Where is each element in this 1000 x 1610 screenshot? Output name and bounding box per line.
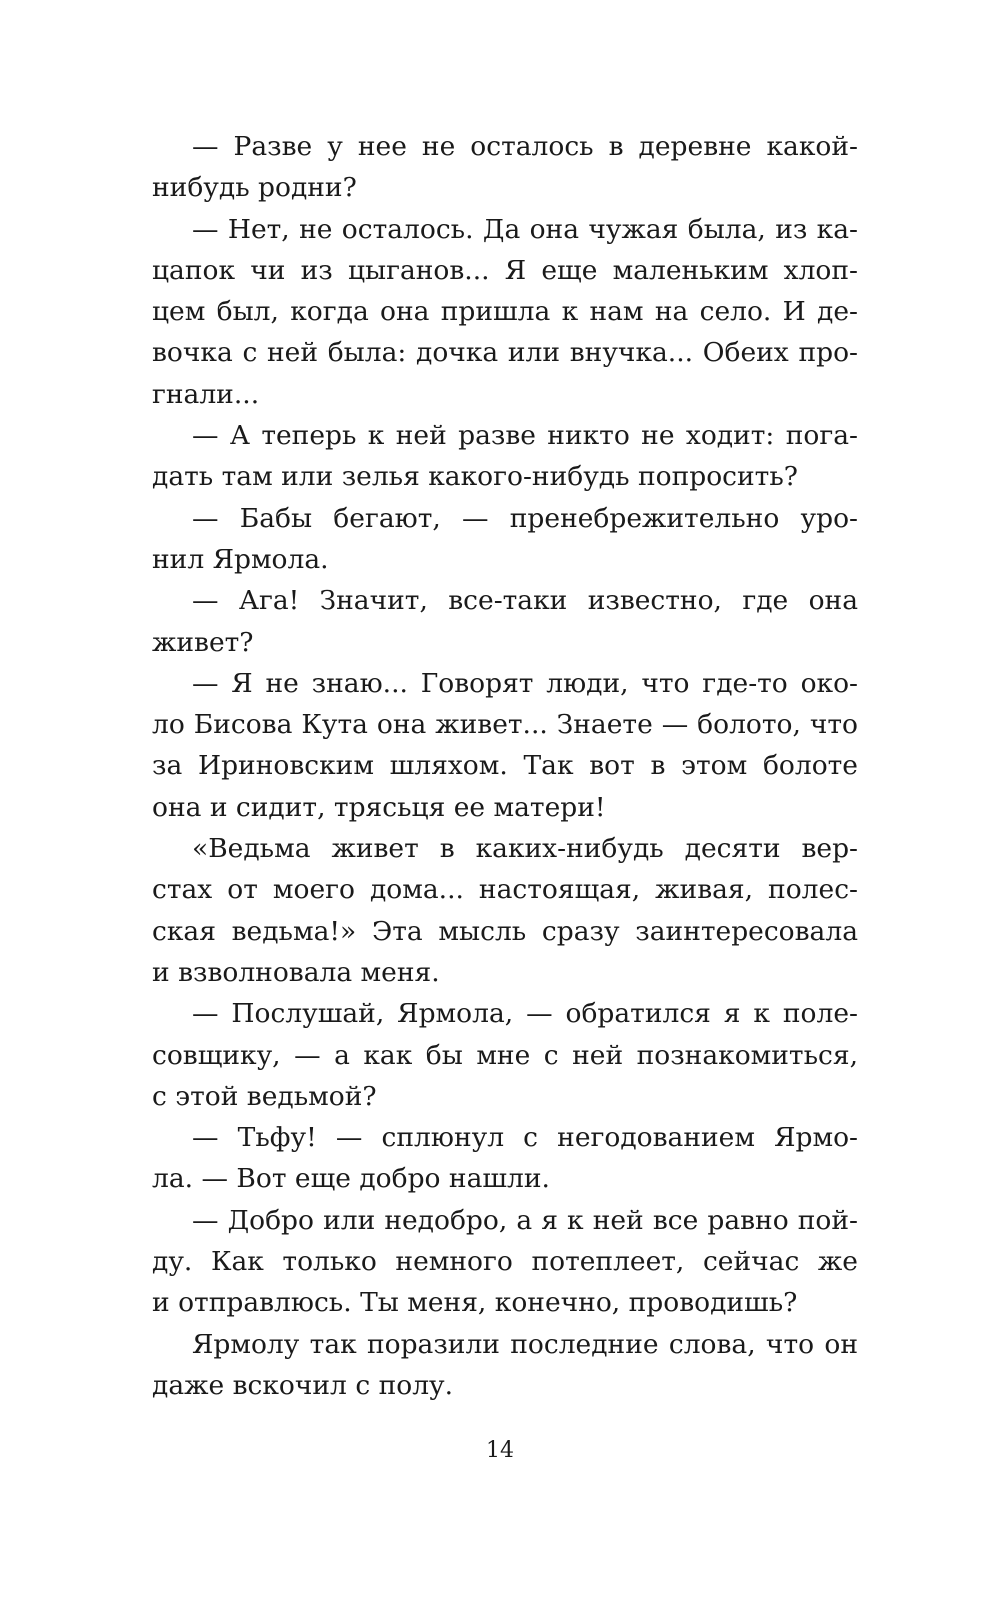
text-line: — Ага! Значит, все-таки известно, где она: [192, 585, 858, 617]
text-line: за Ириновским шляхом. Так вот в этом болоте: [152, 750, 858, 782]
text-line: Ярмолу так поразили последние слова, что он: [192, 1328, 858, 1360]
text-line: ла. — Вот еще добро нашли.: [152, 1163, 550, 1195]
text-line: гнали...: [152, 378, 260, 410]
text-line: дать там или зелья какого-нибудь попросить?: [152, 461, 798, 493]
page-number: 14: [486, 1438, 514, 1463]
text-line: и отправлюсь. Ты меня, конечно, проводишь?: [152, 1287, 798, 1319]
text-line: — Добро или недобро, а я к ней все равно пой-: [192, 1204, 858, 1236]
text-line: и взволновала меня.: [152, 956, 440, 988]
text-line: ло Бисова Кута она живет... Знаете — болото, что: [152, 709, 858, 741]
text-line: ду. Как только немного потеплеет, сейчас же: [152, 1246, 858, 1278]
text-line: — А теперь к ней разве никто не ходит: пога-: [192, 420, 858, 452]
text-line: нибудь родни?: [152, 172, 357, 204]
text-line: цапок чи из цыганов... Я еще маленьким хлоп-: [152, 254, 858, 286]
text-line: — Нет, не осталось. Да она чужая была, из ка-: [192, 213, 858, 245]
text-line: нил Ярмола.: [152, 543, 329, 575]
text-line: — Я не знаю... Говорят люди, что где-то око-: [192, 667, 858, 699]
text-line: с этой ведьмой?: [152, 1080, 377, 1112]
text-line: живет?: [152, 626, 254, 658]
text-line: даже вскочил с полу.: [152, 1369, 454, 1401]
text-line: — Разве у нее не осталось в деревне какой-: [192, 131, 858, 162]
text-line: — Послушай, Ярмола, — обратился я к поле-: [192, 998, 858, 1030]
body-text: [152, 126, 858, 1406]
text-line: «Ведьма живет в каких-нибудь десяти вер-: [192, 833, 858, 865]
text-line: — Тьфу! — сплюнул с негодованием Ярмо-: [192, 1122, 858, 1154]
text-line: она и сидит, трясьця ее матери!: [152, 791, 606, 823]
text-line: стах от моего дома... настоящая, живая, полес-: [152, 874, 858, 906]
text-line: ская ведьма!» Эта мысль сразу заинтересовала: [152, 915, 858, 947]
text-line: цем был, когда она пришла к нам на село. И де-: [152, 296, 858, 328]
text-line: совщику, — а как бы мне с ней познакомиться,: [152, 1039, 858, 1071]
text-line: — Бабы бегают, — пренебрежительно уро-: [192, 502, 858, 534]
text-line: вочка с ней была: дочка или внучка... Обеих про-: [152, 337, 858, 369]
